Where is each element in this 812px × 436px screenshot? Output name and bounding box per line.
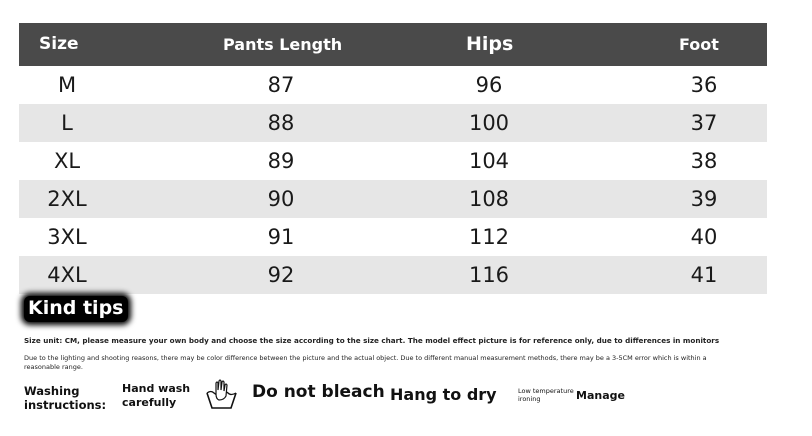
cell-size: 2XL	[47, 187, 87, 211]
hand-wash-line2: carefully	[122, 396, 177, 409]
low-temp-line2: ironing	[518, 395, 541, 403]
cell-size: L	[61, 111, 73, 135]
cell-hips: 116	[468, 263, 510, 287]
cell-pants-length: 91	[267, 225, 295, 249]
cell-hips: 104	[468, 149, 510, 173]
header-size: Size	[39, 34, 79, 54]
cell-foot: 40	[690, 225, 718, 249]
low-temp-line1: Low temperature	[518, 387, 574, 395]
table-row	[19, 256, 767, 294]
hand-wash-icon	[204, 378, 238, 410]
do-not-bleach-label: Do not bleach	[252, 382, 385, 402]
cell-pants-length: 90	[267, 187, 295, 211]
cell-pants-length: 87	[267, 73, 295, 97]
cell-size: XL	[53, 149, 81, 173]
washing-instructions-label	[24, 384, 106, 412]
header-pants-length: Pants Length	[223, 35, 343, 54]
cell-foot: 41	[690, 263, 718, 287]
size-chart-table	[19, 23, 767, 294]
header-foot: Foot	[679, 35, 719, 54]
cell-hips: 108	[468, 187, 510, 211]
cell-size: 3XL	[47, 225, 87, 249]
washing-label-line2: instructions:	[24, 398, 107, 412]
washing-label-line1: Washing	[24, 384, 80, 398]
cell-pants-length: 89	[267, 149, 295, 173]
hand-wash-line1: Hand wash	[122, 382, 191, 395]
hand-wash-label	[122, 382, 190, 410]
header-hips: Hips	[466, 33, 514, 55]
cell-size: 4XL	[47, 263, 87, 287]
low-temperature-ironing-label	[518, 387, 574, 403]
cell-foot: 36	[690, 73, 718, 97]
table-row	[19, 104, 767, 142]
hang-to-dry-label: Hang to dry	[390, 385, 497, 404]
table-row	[19, 66, 767, 104]
cell-hips: 112	[468, 225, 510, 249]
cell-foot: 38	[690, 149, 718, 173]
cell-hips: 96	[475, 73, 503, 97]
table-row	[19, 180, 767, 218]
cell-size: M	[57, 73, 77, 97]
manage-label: Manage	[576, 389, 625, 402]
cell-pants-length: 88	[267, 111, 295, 135]
table-row	[19, 218, 767, 256]
size-unit-note: Size unit: CM, please measure your own body and choose the size according to the size chart. The model effect picture is for reference only, due to differences in monitors	[24, 336, 720, 345]
cell-foot: 37	[690, 111, 718, 135]
cell-foot: 39	[690, 187, 718, 211]
table-header	[19, 23, 767, 66]
table-row	[19, 142, 767, 180]
kind-tips-heading: Kind tips	[24, 296, 128, 322]
cell-pants-length: 92	[267, 263, 295, 287]
cell-hips: 100	[468, 111, 510, 135]
color-difference-note: Due to the lighting and shooting reasons, there may be color difference between the picture and the actual object. Due to different manual measurement methods, there may be a 3-5CM error which is within a reasonable range.	[24, 354, 707, 371]
